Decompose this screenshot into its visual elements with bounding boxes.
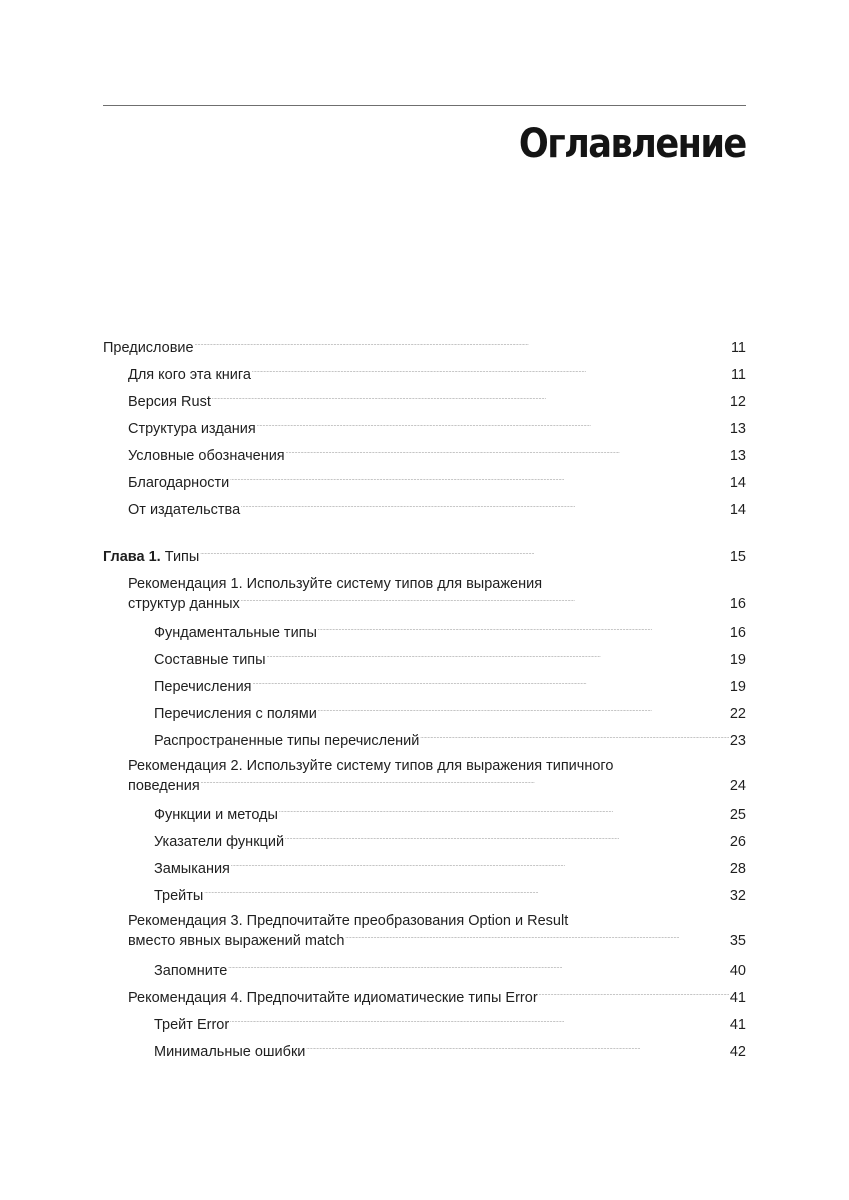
toc-entry-title: Условные обозначения xyxy=(128,448,285,464)
toc-entry-title: Запомните xyxy=(154,963,228,979)
page-number: 12 xyxy=(729,394,746,410)
dot-leader xyxy=(318,625,729,637)
dot-leader xyxy=(241,502,729,514)
dot-leader xyxy=(201,778,729,790)
page-number: 19 xyxy=(729,679,746,695)
dot-leader xyxy=(195,340,730,352)
table-of-contents xyxy=(103,0,746,1200)
page-number: 24 xyxy=(729,778,746,794)
toc-entry-title: Предисловие xyxy=(103,340,194,356)
toc-entry-title: Рекомендация 4. Предпочитайте идиоматические типы Error xyxy=(128,990,538,1006)
toc-entry-title: структур данных xyxy=(128,596,240,612)
page-number: 23 xyxy=(729,733,746,749)
toc-entry-title: Замыкания xyxy=(154,861,230,877)
dot-leader xyxy=(231,861,729,873)
dot-leader xyxy=(279,807,729,819)
toc-entry-title: Указатели функций xyxy=(154,834,285,850)
page-number: 41 xyxy=(729,1017,746,1033)
toc-entry-title-line: Рекомендация 3. Предпочитайте преобразования Option и Result xyxy=(128,913,569,929)
dot-leader xyxy=(252,367,730,379)
toc-entry-title: Структура издания xyxy=(128,421,256,437)
dot-leader xyxy=(345,933,728,945)
toc-entry-title: От издательства xyxy=(128,502,241,518)
dot-leader xyxy=(285,834,729,846)
dot-leader xyxy=(257,421,729,433)
page-number: 16 xyxy=(729,596,746,612)
dot-leader xyxy=(306,1044,728,1056)
dot-leader xyxy=(286,448,729,460)
toc-entry-title: Функции и методы xyxy=(154,807,278,823)
page-number: 11 xyxy=(730,340,746,356)
page-number: 42 xyxy=(729,1044,746,1060)
chapter-number: Глава 1. xyxy=(103,549,161,565)
toc-entry-title: поведения xyxy=(128,778,200,794)
toc-entry-title: Распространенные типы перечислений xyxy=(154,733,420,749)
page-number: 28 xyxy=(729,861,746,877)
chapter-title: Типы xyxy=(164,549,200,565)
page-number: 26 xyxy=(729,834,746,850)
toc-entry-title xyxy=(103,548,199,566)
page-number: 14 xyxy=(729,502,746,518)
dot-leader xyxy=(539,990,729,1002)
page-number: 14 xyxy=(729,475,746,491)
toc-entry-title: Для кого эта книга xyxy=(128,367,251,383)
page-number: 40 xyxy=(729,963,746,979)
toc-entry-title: вместо явных выражений match xyxy=(128,933,345,949)
dot-leader xyxy=(241,596,729,608)
page-number: 25 xyxy=(729,807,746,823)
page-number: 15 xyxy=(729,549,746,565)
page-number: 19 xyxy=(729,652,746,668)
page-number: 22 xyxy=(729,706,746,722)
dot-leader xyxy=(420,733,729,745)
dot-leader xyxy=(228,963,729,975)
page-number: 32 xyxy=(729,888,746,904)
dot-leader xyxy=(267,652,729,664)
page-number: 16 xyxy=(729,625,746,641)
page-number: 41 xyxy=(729,990,746,1006)
page-number: 13 xyxy=(729,421,746,437)
toc-entry-title: Составные типы xyxy=(154,652,266,668)
toc-entry-title: Трейты xyxy=(154,888,204,904)
page-number: 13 xyxy=(729,448,746,464)
dot-leader xyxy=(253,679,729,691)
dot-leader xyxy=(204,888,729,900)
dot-leader xyxy=(200,549,729,561)
page-number: 35 xyxy=(729,933,746,949)
dot-leader xyxy=(318,706,729,718)
page-number: 11 xyxy=(730,367,746,383)
dot-leader xyxy=(212,394,729,406)
toc-entry-title: Благодарности xyxy=(128,475,230,491)
toc-entry-title: Трейт Error xyxy=(154,1017,230,1033)
toc-entry-title-line: Рекомендация 1. Используйте систему типов для выражения xyxy=(128,576,543,592)
toc-entry-title: Минимальные ошибки xyxy=(154,1044,306,1060)
dot-leader xyxy=(230,475,729,487)
toc-entry-title-line: Рекомендация 2. Используйте систему типов для выражения типичного xyxy=(128,758,614,774)
toc-entry-title: Перечисления с полями xyxy=(154,706,317,722)
page-title: Оглавление xyxy=(519,121,746,167)
dot-leader xyxy=(230,1017,729,1029)
toc-entry-title: Перечисления xyxy=(154,679,252,695)
toc-entry-title: Фундаментальные типы xyxy=(154,625,317,641)
toc-entry-title: Версия Rust xyxy=(128,394,211,410)
